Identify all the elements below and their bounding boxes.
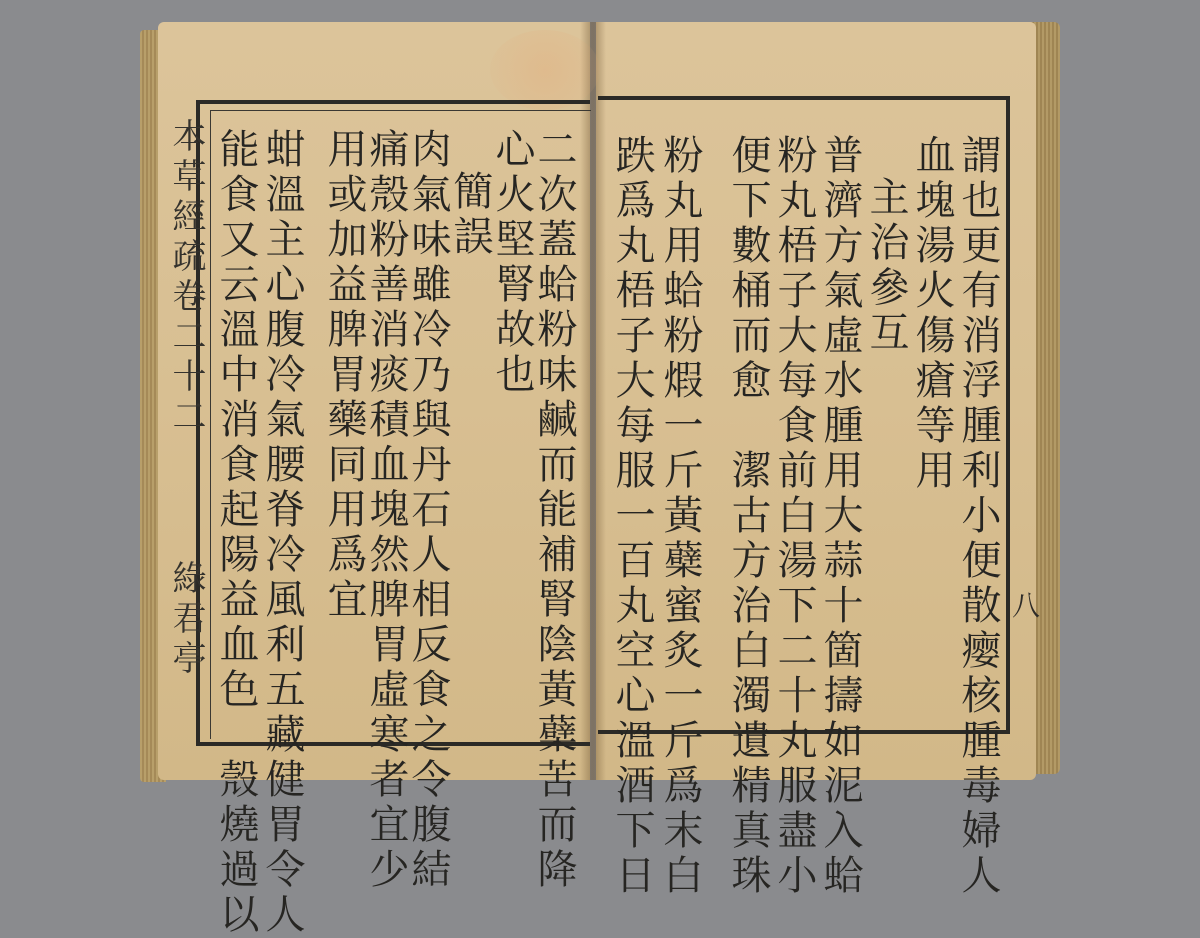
- text-column: 血塊湯火傷瘡等用: [909, 134, 955, 494]
- page-number: 八: [1012, 589, 1041, 622]
- publisher-column: 綠君亭: [166, 560, 206, 680]
- book-title-column: 本草經疏卷二十二: [166, 118, 206, 438]
- text-column: 痛殼粉善消痰積血塊然脾胃虛寒者宜少: [363, 128, 409, 893]
- section-heading: 簡誤: [447, 170, 493, 260]
- text-column: 用或加益脾胃藥同用爲宜: [321, 128, 367, 623]
- text-column: 蚶溫主心腹冷氣腰脊冷風利五藏健胃令人: [259, 128, 305, 938]
- section-heading: 主治參互: [863, 176, 909, 356]
- text-column: 便下數桶而愈 潔古方治白濁遺精真珠: [725, 134, 771, 899]
- text-column: 粉丸用蛤粉煆一斤黃蘗蜜炙一斤爲末白: [657, 134, 703, 899]
- text-column: 肉氣味雖冷乃與丹石人相反食之令腹結: [405, 128, 451, 893]
- paper-stain: [490, 30, 600, 110]
- text-column: 粉丸梧子大每食前白湯下二十丸服盡小: [771, 134, 817, 899]
- text-column: 能食又云溫中消食起陽益血色 殼燒過以: [213, 128, 259, 938]
- text-column: 謂也更有消浮腫利小便散瘿核腫毒婦人: [955, 134, 1001, 899]
- text-column: 跌爲丸梧子大每服一百丸空心溫酒下日: [609, 134, 655, 899]
- text-column: 普濟方氣虛水腫用大蒜十箇擣如泥入蛤: [817, 134, 863, 899]
- text-column: 二次蓋蛤粉味鹹而能補腎陰黃蘗苦而降: [531, 128, 577, 893]
- text-column: 心火堅腎故也: [489, 128, 535, 398]
